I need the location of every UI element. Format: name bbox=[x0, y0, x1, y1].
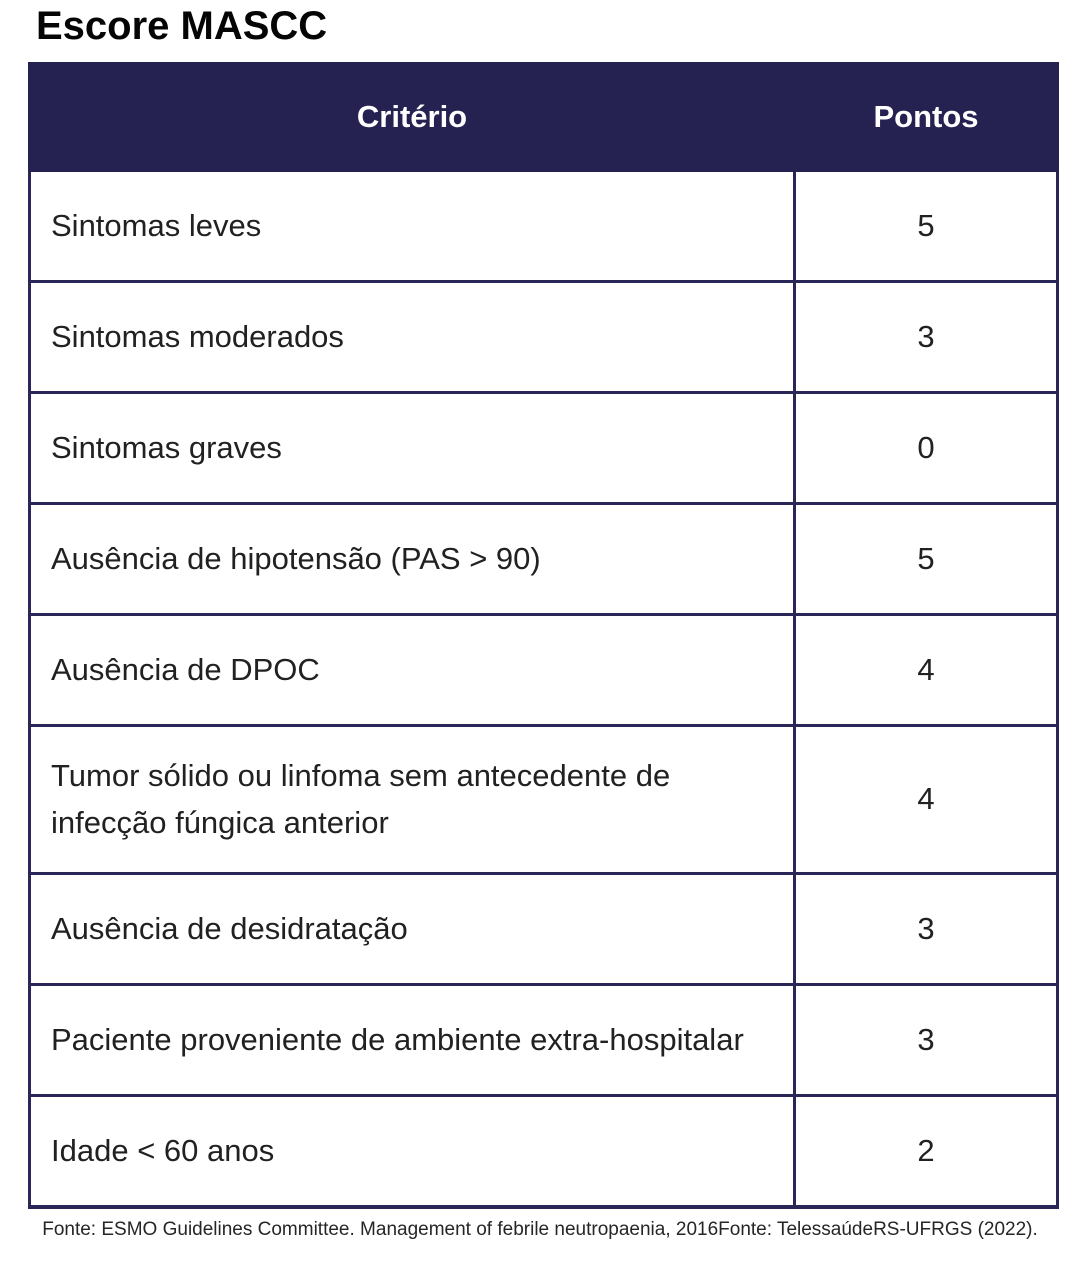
source-note: Fonte: ESMO Guidelines Committee. Management of febrile neutropaenia, 2016Fonte: TelessaúdeRS-UFRGS (2022). bbox=[42, 1218, 1038, 1240]
criterion-cell: Ausência de desidratação bbox=[30, 874, 795, 985]
points-cell: 5 bbox=[795, 504, 1058, 615]
points-cell: 4 bbox=[795, 615, 1058, 726]
points-cell: 2 bbox=[795, 1096, 1058, 1207]
column-header-criterio: Critério bbox=[30, 64, 795, 171]
table-row bbox=[30, 504, 1058, 615]
criterion-cell: Sintomas graves bbox=[30, 393, 795, 504]
criterion-cell: Sintomas leves bbox=[30, 171, 795, 282]
points-cell: 0 bbox=[795, 393, 1058, 504]
table-row bbox=[30, 393, 1058, 504]
table-row bbox=[30, 171, 1058, 282]
table-row bbox=[30, 1096, 1058, 1207]
criterion-cell: Idade < 60 anos bbox=[30, 1096, 795, 1207]
page-title: Escore MASCC bbox=[36, 4, 328, 48]
points-cell: 3 bbox=[795, 874, 1058, 985]
points-cell: 5 bbox=[795, 171, 1058, 282]
mascc-score-table bbox=[28, 62, 1059, 1209]
column-header-pontos: Pontos bbox=[795, 64, 1058, 171]
points-cell: 4 bbox=[795, 726, 1058, 874]
criterion-cell: Ausência de hipotensão (PAS > 90) bbox=[30, 504, 795, 615]
table-row bbox=[30, 985, 1058, 1096]
table-row bbox=[30, 615, 1058, 726]
table-row bbox=[30, 874, 1058, 985]
table-row bbox=[30, 726, 1058, 874]
table-body bbox=[30, 171, 1058, 1207]
points-cell: 3 bbox=[795, 985, 1058, 1096]
criterion-cell: Paciente proveniente de ambiente extra-hospitalar bbox=[30, 985, 795, 1096]
criterion-cell: Sintomas moderados bbox=[30, 282, 795, 393]
points-cell: 3 bbox=[795, 282, 1058, 393]
page bbox=[0, 6, 1080, 1241]
table-header-row bbox=[30, 64, 1058, 171]
criterion-cell: Ausência de DPOC bbox=[30, 615, 795, 726]
criterion-cell: Tumor sólido ou linfoma sem antecedente de infecção fúngica anterior bbox=[30, 726, 795, 874]
table-row bbox=[30, 282, 1058, 393]
